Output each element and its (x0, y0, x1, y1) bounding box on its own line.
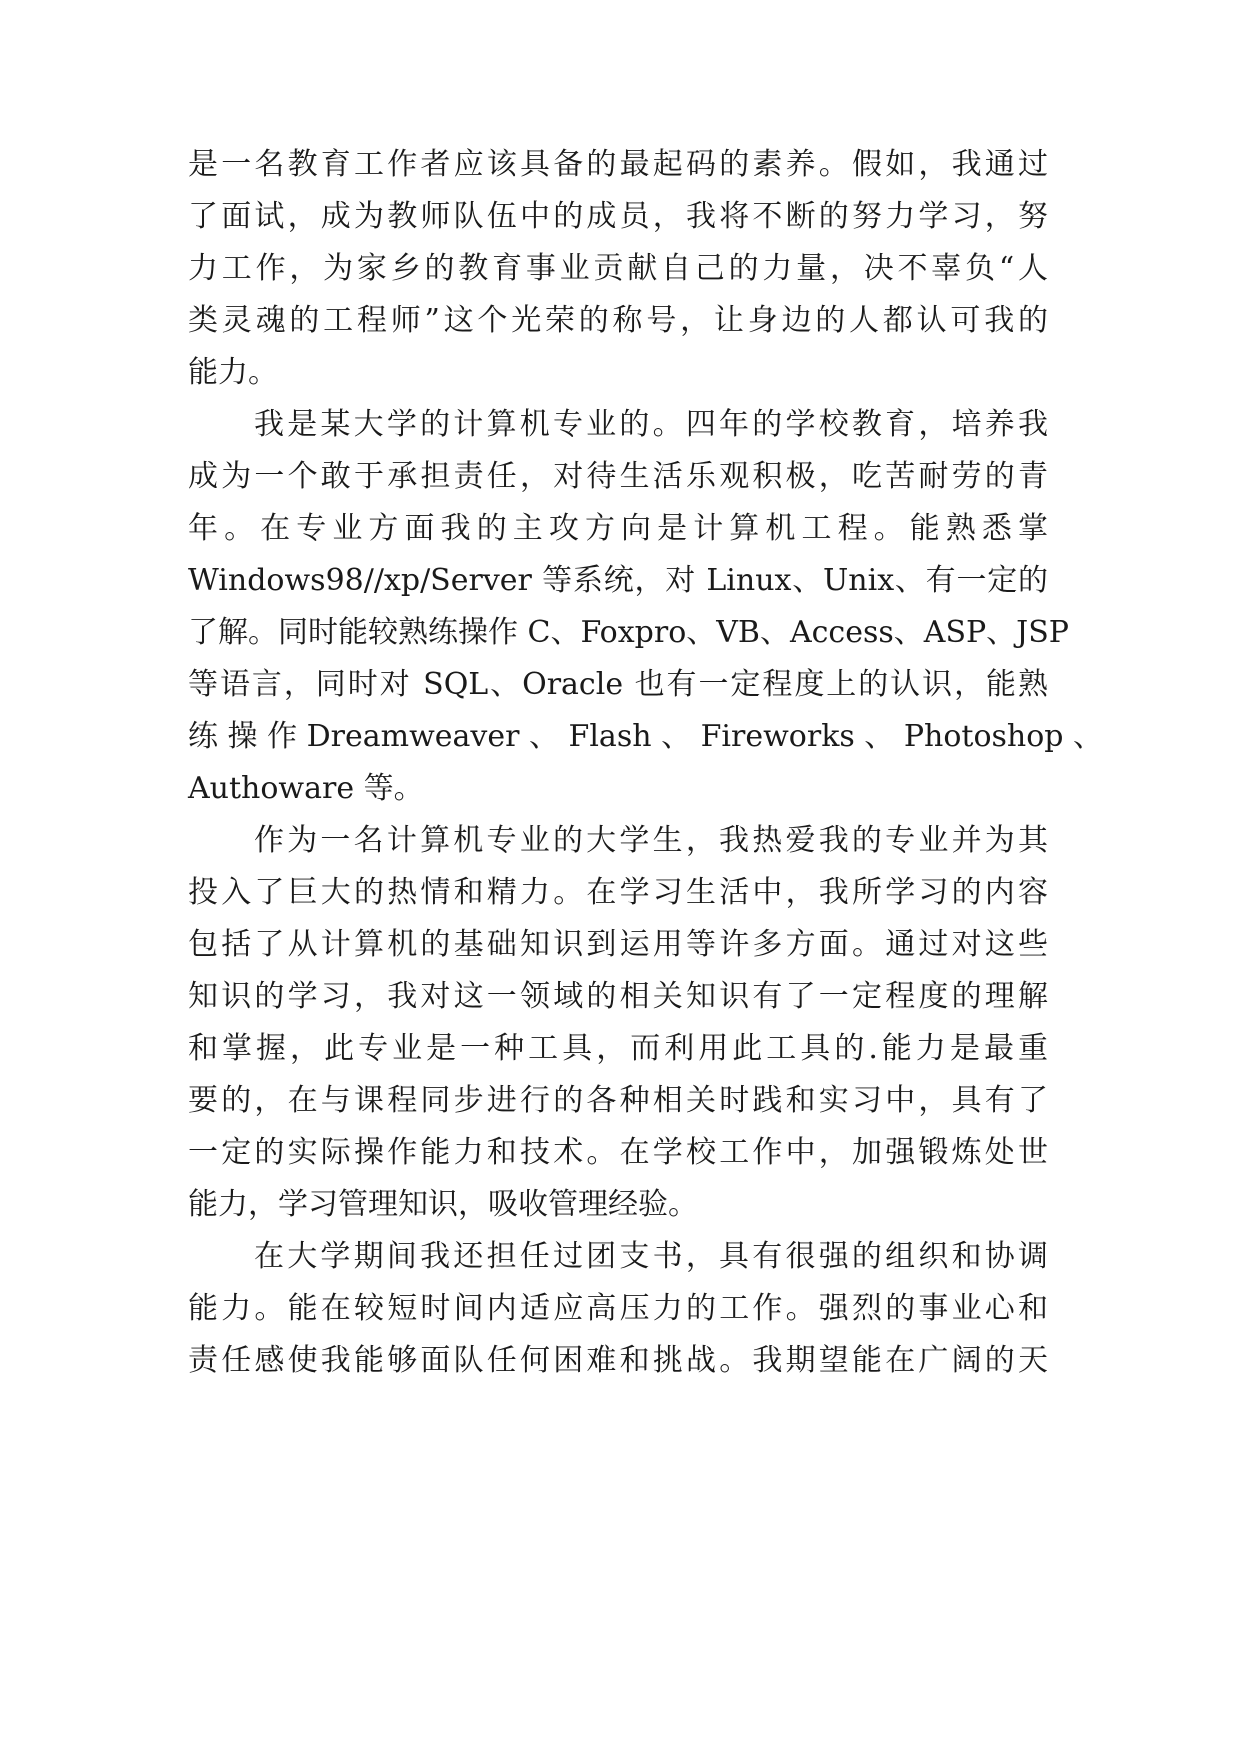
text-line: 作为一名计算机专业的大学生，我热爱我的专业并为其 (254, 823, 1048, 858)
text-line: 了解。同时能较熟练操作 C、Foxpro、VB、Access、ASP、JSP (188, 615, 1069, 650)
text-line: Authoware 等。 (188, 771, 424, 806)
text-line: 知识的学习，我对这一领域的相关知识有了一定程度的理解 (188, 979, 1048, 1014)
text-line: Windows98//xp/Server 等系统，对 Linux、Unix、有一定的 (188, 563, 1048, 598)
text-line: 一定的实际操作能力和技术。在学校工作中，加强锻炼处世 (188, 1135, 1048, 1170)
text-line: 练 操 作 Dreamweaver 、 Flash 、 Fireworks 、 Photoshop 、 (188, 719, 1104, 754)
text-line: 了面试，成为教师队伍中的成员，我将不断的努力学习，努 (188, 199, 1048, 234)
text-line: 成为一个敢于承担责任，对待生活乐观积极，吃苦耐劳的青 (188, 459, 1048, 494)
text-line: 投入了巨大的热情和精力。在学习生活中，我所学习的内容 (188, 875, 1048, 910)
text-line: 年。在专业方面我的主攻方向是计算机工程。能熟悉掌 (188, 511, 1048, 546)
text-line: 和掌握，此专业是一种工具，而利用此工具的.能力是最重 (188, 1031, 1048, 1066)
text-line: 等语言，同时对 SQL、Oracle 也有一定程度上的认识，能熟 (188, 667, 1048, 702)
text-line: 责任感使我能够面队任何困难和挑战。我期望能在广阔的天 (188, 1343, 1048, 1378)
text-line: 要的，在与课程同步进行的各种相关时践和实习中，具有了 (188, 1083, 1048, 1118)
text-line: 类灵魂的工程师”这个光荣的称号，让身边的人都认可我的 (188, 303, 1048, 338)
text-line: 力工作，为家乡的教育事业贡献自己的力量，决不辜负“人 (188, 251, 1048, 286)
text-line: 能力，学习管理知识，吸收管理经验。 (188, 1187, 698, 1222)
text-line: 在大学期间我还担任过团支书，具有很强的组织和协调 (254, 1239, 1048, 1274)
text-line: 能力。能在较短时间内适应高压力的工作。强烈的事业心和 (188, 1291, 1048, 1326)
text-line: 是一名教育工作者应该具备的最起码的素养。假如，我通过 (188, 147, 1048, 182)
text-line: 我是某大学的计算机专业的。四年的学校教育，培养我 (254, 407, 1048, 442)
text-line: 能力。 (188, 355, 278, 390)
text-line: 包括了从计算机的基础知识到运用等许多方面。通过对这些 (188, 927, 1048, 962)
